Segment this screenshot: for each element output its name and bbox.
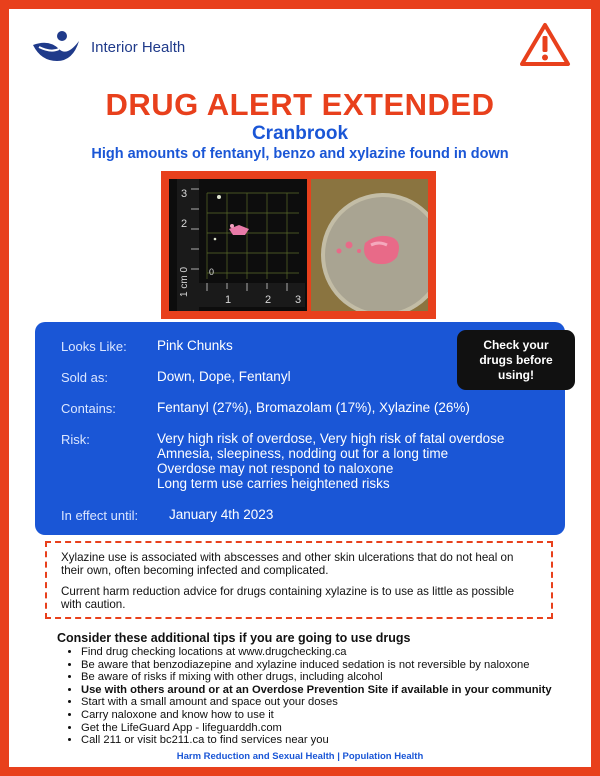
risk-line: Overdose may not respond to naloxone — [157, 461, 394, 476]
tips-heading: Consider these additional tips if you are going to use drugs — [57, 631, 411, 645]
risk-label: Risk: — [61, 432, 90, 447]
ruler-label: 2 — [181, 218, 188, 230]
looks-like-label: Looks Like: — [61, 339, 127, 354]
ruler-label: 3 — [295, 294, 302, 306]
ruler-label: 3 — [181, 188, 188, 200]
looks-like-value: Pink Chunks — [157, 338, 233, 353]
sample-on-ruler-photo — [169, 179, 307, 311]
badge-line: Check your — [483, 337, 549, 352]
contains-value: Fentanyl (27%), Bromazolam (17%), Xylazine (26%) — [157, 400, 470, 415]
warning-triangle-icon — [519, 21, 571, 67]
alert-poster — [9, 9, 591, 767]
badge-line: using! — [498, 367, 534, 382]
risk-line: Long term use carries heightened risks — [157, 476, 390, 491]
sold-as-label: Sold as: — [61, 370, 108, 385]
check-drugs-badge — [457, 330, 575, 390]
tip-item: • Be aware of risks if mixing with other drugs, including alcohol — [81, 671, 600, 684]
sample-on-dish-photo — [311, 179, 428, 311]
tip-item: • Use with others around or at an Overdose Prevention Site if available in your community — [81, 684, 600, 697]
footer-credit: Harm Reduction and Sexual Health | Population Health — [176, 751, 424, 762]
xylazine-notice — [45, 541, 553, 619]
tip-item: • Get the LifeGuard App - lifeguarddh.com — [81, 722, 600, 735]
sold-as-value: Down, Dope, Fentanyl — [157, 369, 291, 384]
notice-paragraph: Current harm reduction advice for drugs containing xylazine is to use as little as possible with caution. — [61, 585, 515, 611]
risk-line: Very high risk of overdose, Very high risk of fatal overdose — [157, 431, 505, 446]
tips-list — [65, 646, 600, 747]
ruler-label: 1 — [225, 294, 232, 306]
tip-item: • Be aware that benzodiazepine and xylazine induced sedation is not reversible by naloxone — [81, 659, 600, 672]
org-name: Interior Health — [91, 38, 186, 56]
org-logo — [29, 27, 185, 67]
tip-item: • Find drug checking locations at www.drugchecking.ca — [81, 646, 600, 659]
notice-paragraph: Xylazine use is associated with abscesses and other skin ulcerations that do not heal on their own, often becoming infected and complicated. — [61, 551, 514, 577]
tip-item: • Carry naloxone and know how to use it — [81, 709, 600, 722]
drug-info-panel — [35, 322, 565, 535]
alert-tagline: High amounts of fentanyl, benzo and xylazine found in down — [91, 146, 509, 162]
risk-line: Amnesia, sleepiness, nodding out for a long time — [157, 446, 449, 461]
in-effect-value: January 4th 2023 — [169, 507, 274, 522]
ruler-label: 2 — [265, 294, 272, 306]
in-effect-label: In effect until: — [61, 508, 139, 523]
ruler-label: 0 — [209, 267, 215, 277]
badge-line: drugs before — [479, 352, 553, 367]
tip-item: • Start with a small amount and space out your doses — [81, 696, 600, 709]
sample-photo — [161, 171, 436, 319]
ruler-label: 1 cm 0 — [179, 266, 190, 297]
alert-location: Cranbrook — [251, 123, 349, 144]
contains-label: Contains: — [61, 401, 116, 416]
alert-title: DRUG ALERT EXTENDED — [105, 87, 495, 122]
interior-health-logo-icon — [29, 27, 85, 67]
tip-item: • Call 211 or visit bc211.ca to find services near you — [81, 734, 600, 747]
